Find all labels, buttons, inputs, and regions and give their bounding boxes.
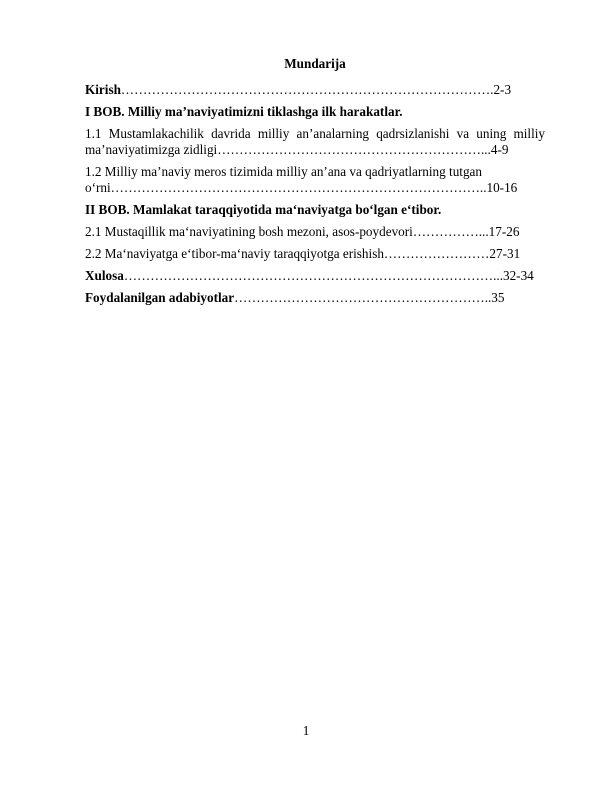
toc-entry-kirish xyxy=(85,82,545,98)
toc-entry-2-2 xyxy=(85,246,545,262)
toc-page-range: 27-31 xyxy=(489,246,521,261)
toc-entry-line: 1.1 Mustamlakachilik davrida milliy an’analarning qadrsizlanishi va uning milliy xyxy=(85,126,545,141)
toc-page-range: 32-34 xyxy=(502,268,534,283)
toc-leaders: …………………… xyxy=(383,246,490,261)
toc-entry-2-1 xyxy=(85,224,545,240)
table-of-contents xyxy=(85,56,545,312)
toc-entry-1-2 xyxy=(85,164,545,196)
toc-leaders: ………………………………………………………………………….. xyxy=(110,180,487,195)
toc-page-range: 35 xyxy=(491,290,505,305)
toc-entry-label: ma’naviyatimizga zidligi xyxy=(85,142,218,157)
toc-entry-line: 1.2 Milliy ma’naviy meros tizimida milliy an’ana va qadriyatlarning tutgan xyxy=(85,164,482,179)
toc-entry-bibliography xyxy=(85,290,545,306)
toc-chapter-1-heading: I BOB. Milliy ma’naviyatimizni tiklashga ilk harakatlar. xyxy=(85,104,403,119)
toc-title: Mundarija xyxy=(284,56,346,71)
toc-entry-xulosa xyxy=(85,268,545,284)
toc-chapter-2-heading: II BOB. Mamlakat taraqqiyotida ma‘naviyatga bo‘lgan e‘tibor. xyxy=(85,202,442,217)
toc-entry-label: Kirish xyxy=(85,82,121,97)
toc-leaders: …………………………………………………………………………... xyxy=(123,268,503,283)
toc-page-range: 4-9 xyxy=(490,142,509,157)
toc-page-range: 17-26 xyxy=(488,224,520,239)
toc-entry-line xyxy=(85,142,545,158)
toc-leaders: …………………………………………………………………………. xyxy=(120,82,494,97)
toc-entry-1-1 xyxy=(85,126,545,158)
toc-entry-line xyxy=(85,180,545,196)
toc-leaders: ……………………………………………………... xyxy=(217,142,491,157)
page-number: 1 xyxy=(302,723,310,738)
toc-entry-label: o‘rni xyxy=(85,180,111,195)
toc-leaders: ……………... xyxy=(412,224,489,239)
toc-entry-label: Foydalanilgan adabiyotlar xyxy=(85,290,235,305)
toc-entry-label: 2.1 Mustaqillik ma‘naviyatining bosh mezoni, asos-poydevori xyxy=(85,224,413,239)
toc-entry-label: Xulosa xyxy=(85,268,124,283)
toc-page-range: 10-16 xyxy=(486,180,518,195)
toc-leaders: ………………………………………………….. xyxy=(234,290,492,305)
toc-entry-label: 2.2 Ma‘naviyatga e‘tibor-ma‘naviy taraqqiyotga erishish xyxy=(85,246,384,261)
toc-page-range: 2-3 xyxy=(493,82,512,97)
